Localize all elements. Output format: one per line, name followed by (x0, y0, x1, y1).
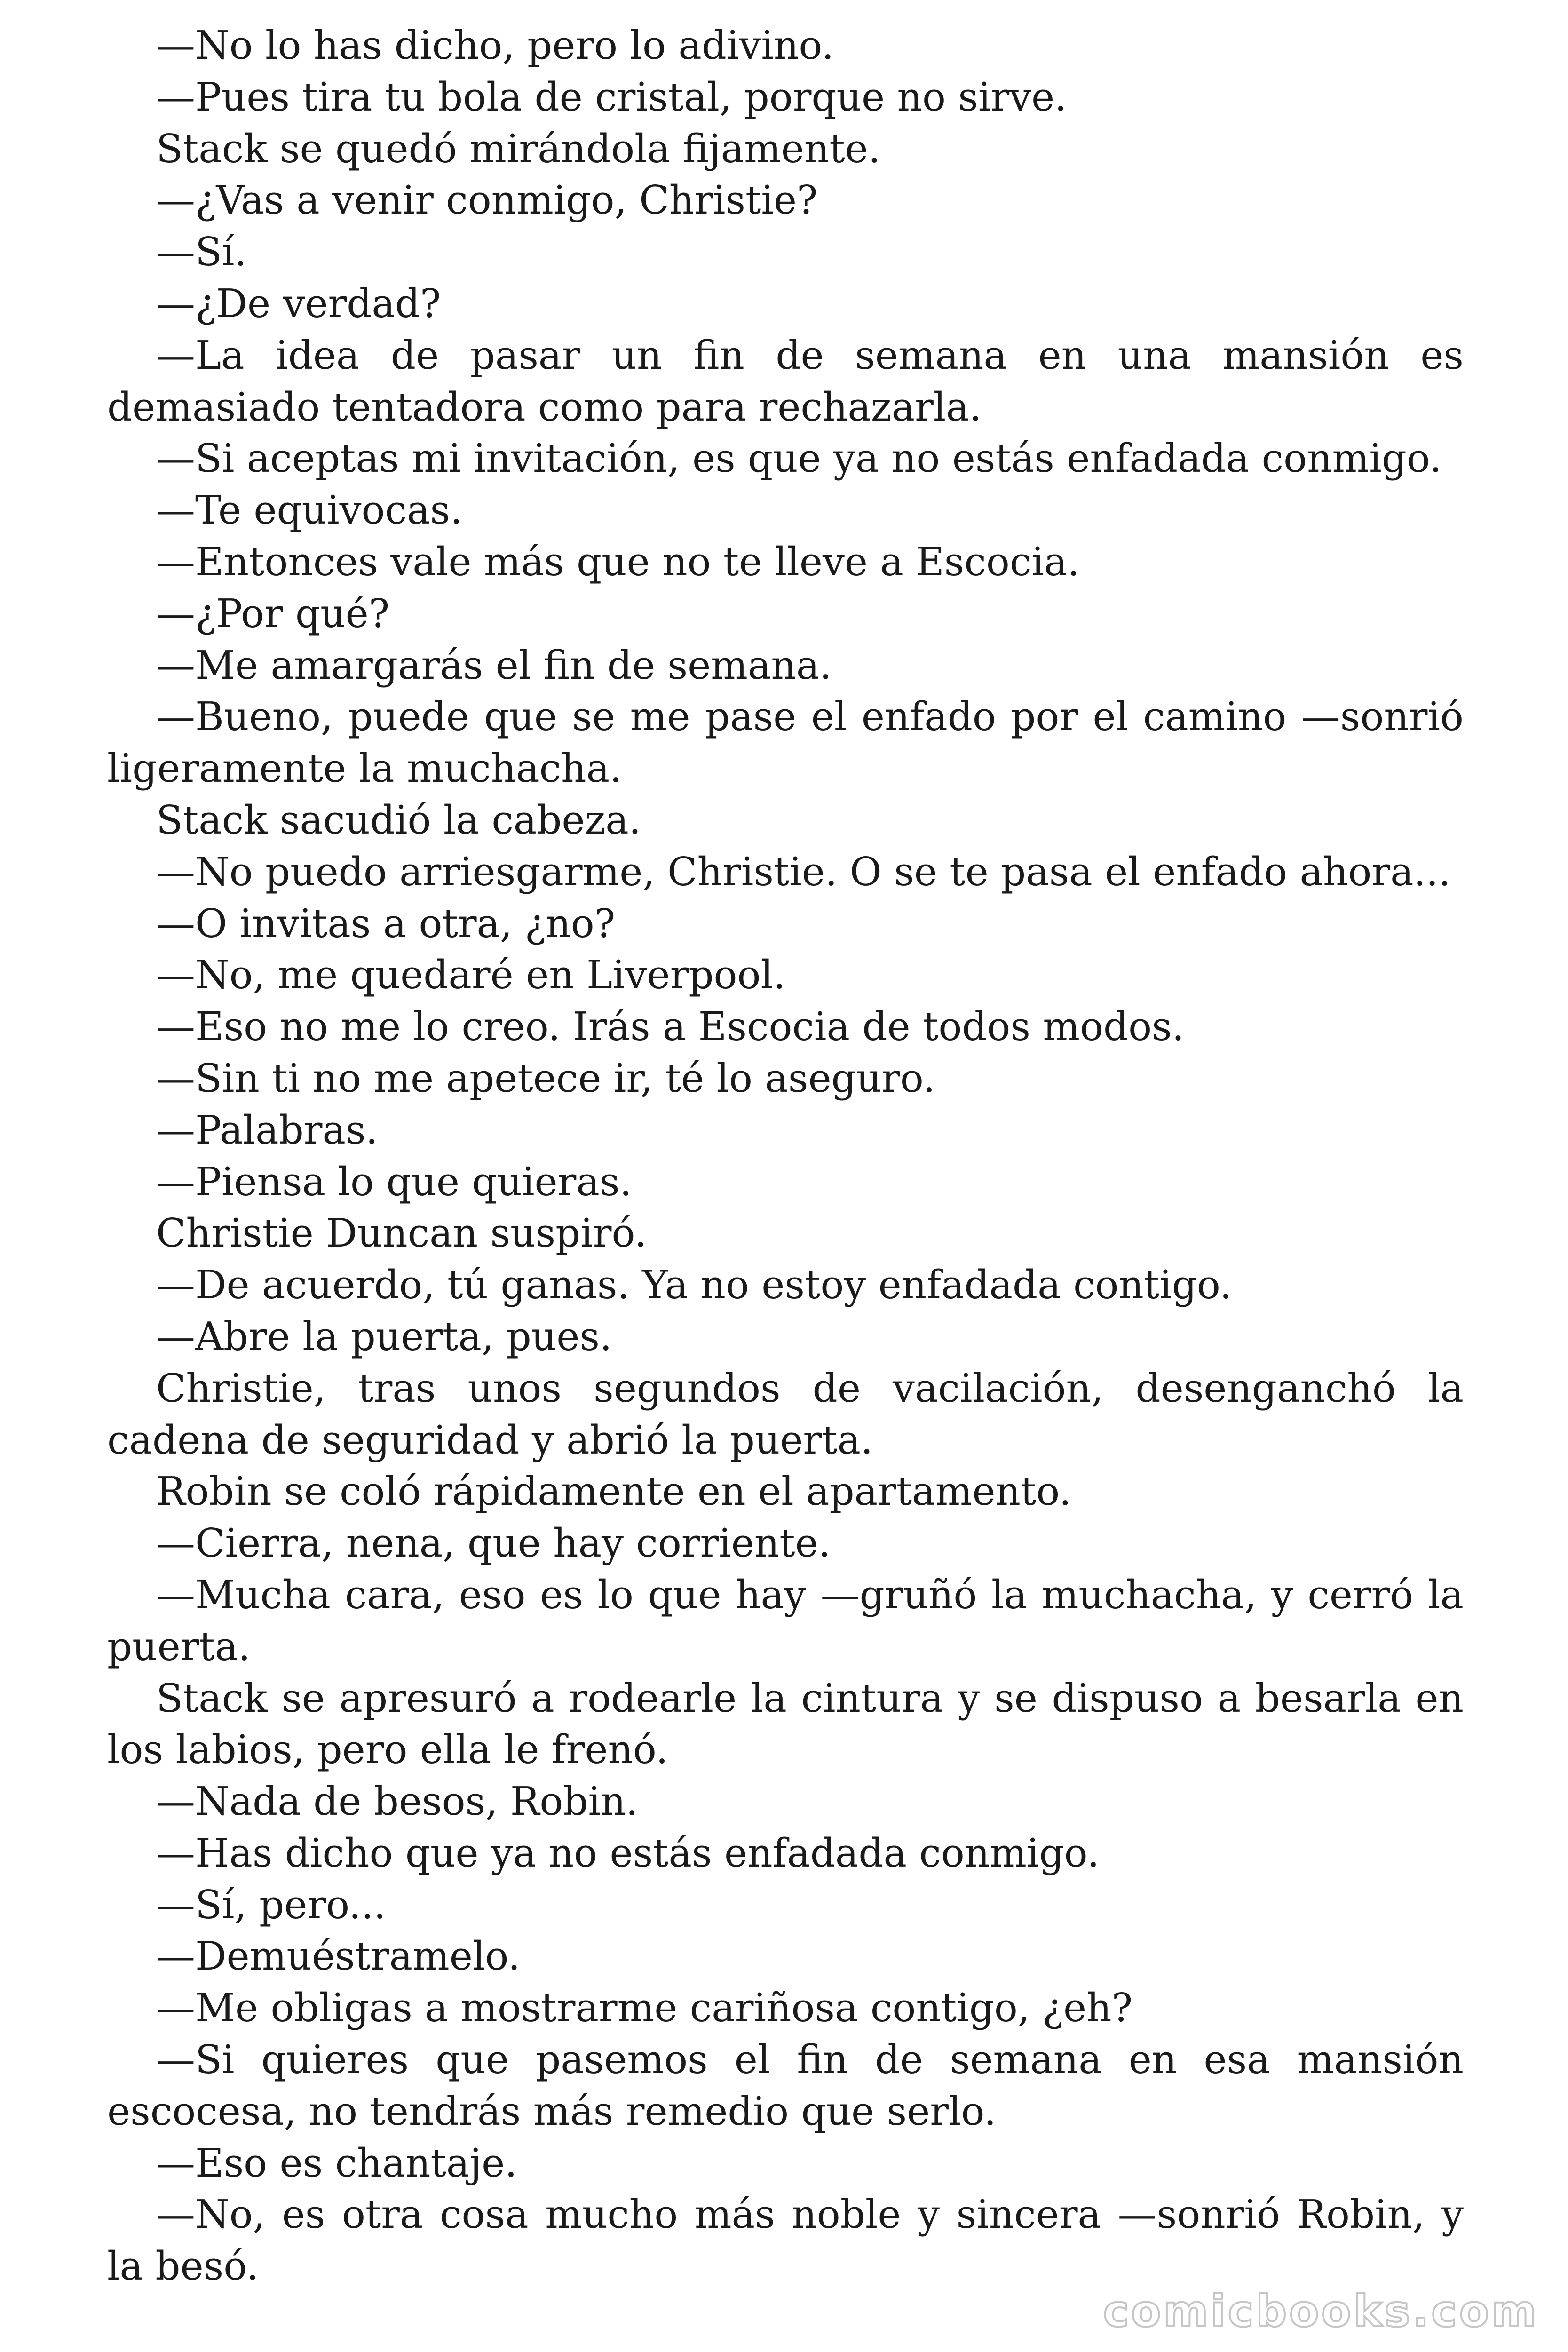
paragraph: —No, es otra cosa mucho más noble y sincera —sonrió Robin, y la besó. (107, 2192, 1464, 2289)
paragraph: Stack sacudió la cabeza. (156, 797, 641, 843)
paragraph: —¿Por qué? (156, 590, 390, 636)
paragraph: —Te equivocas. (156, 487, 463, 533)
paragraph: —¿Vas a venir conmigo, Christie? (156, 177, 818, 223)
paragraph: —Nada de besos, Robin. (156, 1779, 638, 1825)
paragraph: —Sí. (156, 229, 247, 275)
paragraph: —No lo has dicho, pero lo adivino. (156, 23, 834, 68)
page-text (107, 20, 1464, 2292)
paragraph: —Me amargarás el fin de semana. (156, 642, 832, 688)
paragraph: —Piensa lo que quieras. (156, 1159, 632, 1205)
paragraph: Robin se coló rápidamente en el apartamento. (156, 1469, 1072, 1515)
paragraph: —Bueno, puede que se me pase el enfado por el camino —sonrió ligeramente la muchacha. (107, 694, 1464, 792)
paragraph: —Si aceptas mi invitación, es que ya no estás enfadada conmigo. (156, 436, 1442, 482)
paragraph: —De acuerdo, tú ganas. Ya no estoy enfadada contigo. (156, 1262, 1232, 1308)
paragraph: Stack se apresuró a rodearle la cintura y se dispuso a besarla en los labios, pero ella le frenó. (107, 1675, 1464, 1773)
paragraph: —Palabras. (156, 1107, 378, 1153)
paragraph: —Eso no me lo creo. Irás a Escocia de todos modos. (156, 1004, 1185, 1050)
paragraph: —O invitas a otra, ¿no? (156, 900, 616, 946)
paragraph: —La idea de pasar un fin de semana en una mansión es demasiado tentadora como para rechazarla. (107, 332, 1464, 430)
paragraph: —No, me quedaré en Liverpool. (156, 952, 786, 998)
watermark-text: comicbooks.com (1103, 2286, 1539, 2336)
paragraph: —Eso es chantaje. (156, 2140, 517, 2186)
paragraph: Christie Duncan suspiró. (156, 1210, 647, 1256)
paragraph: —Si quieres que pasemos el fin de semana en esa mansión escocesa, no tendrás más remedio que serlo. (107, 2037, 1464, 2134)
paragraph: —Mucha cara, eso es lo que hay —gruñó la muchacha, y cerró la puerta. (107, 1572, 1464, 1669)
paragraph: —Demuéstramelo. (156, 1933, 521, 1979)
paragraph: —No puedo arriesgarme, Christie. O se te pasa el enfado ahora... (156, 849, 1451, 895)
paragraph: —Cierra, nena, que hay corriente. (156, 1520, 831, 1566)
paragraph: —Sí, pero... (156, 1882, 386, 1928)
paragraph: —Me obligas a mostrarme cariñosa contigo, ¿eh? (156, 1985, 1133, 2031)
paragraph: —Pues tira tu bola de cristal, porque no sirve. (156, 74, 1067, 120)
paragraph: —Entonces vale más que no te lleve a Escocia. (156, 539, 1080, 585)
paragraph: —Has dicho que ya no estás enfadada conmigo. (156, 1830, 1100, 1876)
paragraph: —¿De verdad? (156, 280, 441, 326)
paragraph: Christie, tras unos segundos de vacilación, desenganchó la cadena de seguridad y abrió la puerta. (107, 1365, 1464, 1463)
paragraph: —Sin ti no me apetece ir, té lo aseguro. (156, 1055, 935, 1101)
paragraph: Stack se quedó mirándola fijamente. (156, 126, 881, 172)
paragraph: —Abre la puerta, pues. (156, 1313, 612, 1359)
